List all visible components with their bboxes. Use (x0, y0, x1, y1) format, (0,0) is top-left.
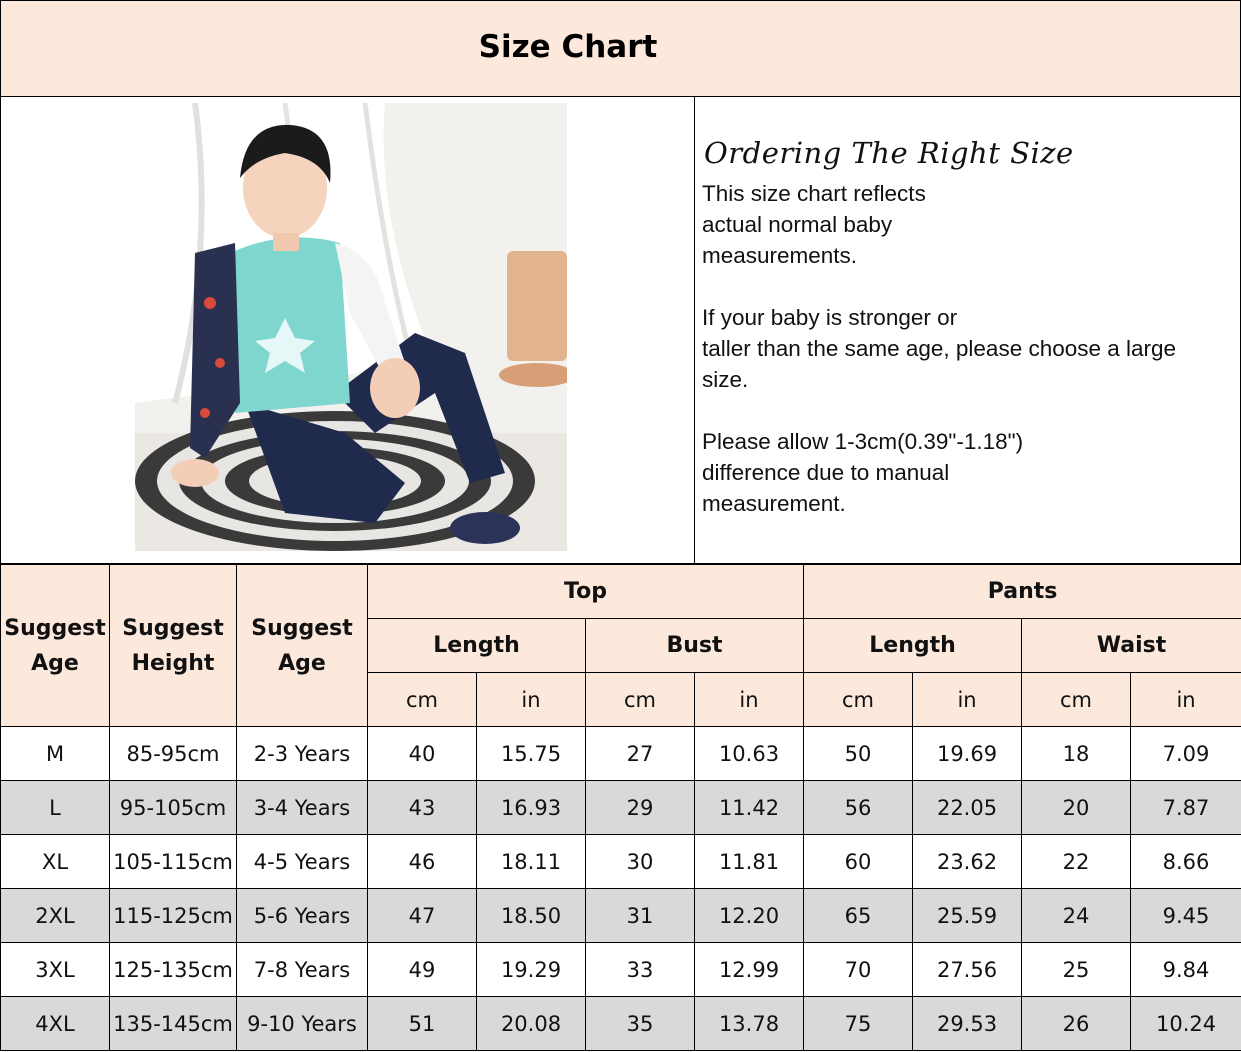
cell-pants-length-in: 22.05 (913, 781, 1022, 835)
cell-size: XL (1, 835, 110, 889)
unit-in: in (913, 673, 1022, 727)
cell-age: 7-8 Years (237, 943, 368, 997)
cell-waist-in: 7.09 (1131, 727, 1241, 781)
cell-pants-length-cm: 50 (804, 727, 913, 781)
info-line: difference due to manual (702, 460, 950, 485)
cell-top-length-cm: 51 (368, 997, 477, 1051)
cell-bust-cm: 30 (586, 835, 695, 889)
cell-age: 4-5 Years (237, 835, 368, 889)
cell-age: 5-6 Years (237, 889, 368, 943)
info-line: measurements. (702, 243, 858, 268)
unit-in: in (695, 673, 804, 727)
cell-pants-length-in: 19.69 (913, 727, 1022, 781)
size-table (0, 564, 1241, 1051)
cell-size: L (1, 781, 110, 835)
header-pants-waist: Waist (1022, 619, 1241, 673)
cell-top-length-cm: 40 (368, 727, 477, 781)
info-line: Please allow 1-3cm(0.39"-1.18") (702, 429, 1024, 454)
cell-height: 85-95cm (110, 727, 237, 781)
table-row (1, 997, 1241, 1051)
cell-bust-cm: 33 (586, 943, 695, 997)
unit-cm: cm (804, 673, 913, 727)
cell-top-length-cm: 43 (368, 781, 477, 835)
header-top-bust: Bust (586, 619, 804, 673)
unit-cm: cm (1022, 673, 1131, 727)
cell-height: 105-115cm (110, 835, 237, 889)
cell-top-length-in: 16.93 (477, 781, 586, 835)
table-row (1, 943, 1241, 997)
info-line: measurement. (702, 491, 846, 516)
header-height: Suggest Height (110, 565, 237, 727)
info-line: taller than the same age, please choose a large (702, 336, 1177, 361)
cell-pants-length-cm: 56 (804, 781, 913, 835)
cell-pants-length-cm: 75 (804, 997, 913, 1051)
header-pants-length: Length (804, 619, 1022, 673)
cell-waist-in: 9.45 (1131, 889, 1241, 943)
info-paragraph (702, 178, 1232, 271)
cell-pants-length-in: 23.62 (913, 835, 1022, 889)
cell-bust-in: 13.78 (695, 997, 804, 1051)
header-size: Suggest Age (1, 565, 110, 727)
page-title: Size Chart (478, 29, 658, 65)
cell-top-length-cm: 49 (368, 943, 477, 997)
ordering-heading: Ordering The Right Size (704, 136, 1074, 170)
ordering-info (702, 136, 1232, 550)
info-line: actual normal baby (702, 212, 893, 237)
header-pants: Pants (804, 565, 1241, 619)
cell-age: 2-3 Years (237, 727, 368, 781)
unit-in: in (1131, 673, 1241, 727)
cell-height: 135-145cm (110, 997, 237, 1051)
cell-top-length-cm: 46 (368, 835, 477, 889)
cell-top-length-in: 15.75 (477, 727, 586, 781)
cell-bust-cm: 27 (586, 727, 695, 781)
table-row (1, 727, 1241, 781)
cell-waist-cm: 18 (1022, 727, 1131, 781)
header-age: Suggest Age (237, 565, 368, 727)
cell-bust-in: 12.20 (695, 889, 804, 943)
cell-top-length-in: 19.29 (477, 943, 586, 997)
cell-waist-cm: 20 (1022, 781, 1131, 835)
cell-height: 125-135cm (110, 943, 237, 997)
cell-pants-length-cm: 65 (804, 889, 913, 943)
cell-pants-length-cm: 70 (804, 943, 913, 997)
cell-bust-cm: 31 (586, 889, 695, 943)
cell-top-length-in: 18.50 (477, 889, 586, 943)
cell-waist-cm: 24 (1022, 889, 1131, 943)
header-top-length: Length (368, 619, 586, 673)
intro-section (0, 96, 1241, 564)
cell-pants-length-in: 25.59 (913, 889, 1022, 943)
cell-height: 95-105cm (110, 781, 237, 835)
header-top: Top (368, 565, 804, 619)
cell-waist-cm: 22 (1022, 835, 1131, 889)
cell-bust-in: 12.99 (695, 943, 804, 997)
cell-size: 2XL (1, 889, 110, 943)
info-line: size. (702, 367, 749, 392)
cell-age: 3-4 Years (237, 781, 368, 835)
cell-waist-in: 8.66 (1131, 835, 1241, 889)
cell-bust-in: 11.42 (695, 781, 804, 835)
cell-size: M (1, 727, 110, 781)
info-line: If your baby is stronger or (702, 305, 958, 330)
info-paragraph (702, 302, 1232, 395)
cell-pants-length-cm: 60 (804, 835, 913, 889)
cell-pants-length-in: 27.56 (913, 943, 1022, 997)
cell-waist-cm: 26 (1022, 997, 1131, 1051)
cell-waist-cm: 25 (1022, 943, 1131, 997)
cell-bust-in: 11.81 (695, 835, 804, 889)
cell-waist-in: 10.24 (1131, 997, 1241, 1051)
cell-bust-in: 10.63 (695, 727, 804, 781)
child-model-photo (135, 103, 567, 551)
cell-age: 9-10 Years (237, 997, 368, 1051)
table-row (1, 781, 1241, 835)
unit-cm: cm (368, 673, 477, 727)
cell-waist-in: 9.84 (1131, 943, 1241, 997)
cell-top-length-cm: 47 (368, 889, 477, 943)
cell-bust-cm: 29 (586, 781, 695, 835)
cell-top-length-in: 20.08 (477, 997, 586, 1051)
info-line: This size chart reflects (702, 181, 926, 206)
table-row (1, 889, 1241, 943)
cell-size: 4XL (1, 997, 110, 1051)
cell-pants-length-in: 29.53 (913, 997, 1022, 1051)
vertical-divider (694, 96, 695, 563)
title-bar (0, 0, 1241, 97)
info-paragraph (702, 426, 1232, 519)
unit-cm: cm (586, 673, 695, 727)
cell-top-length-in: 18.11 (477, 835, 586, 889)
cell-bust-cm: 35 (586, 997, 695, 1051)
cell-size: 3XL (1, 943, 110, 997)
cell-waist-in: 7.87 (1131, 781, 1241, 835)
cell-height: 115-125cm (110, 889, 237, 943)
table-row (1, 835, 1241, 889)
unit-in: in (477, 673, 586, 727)
